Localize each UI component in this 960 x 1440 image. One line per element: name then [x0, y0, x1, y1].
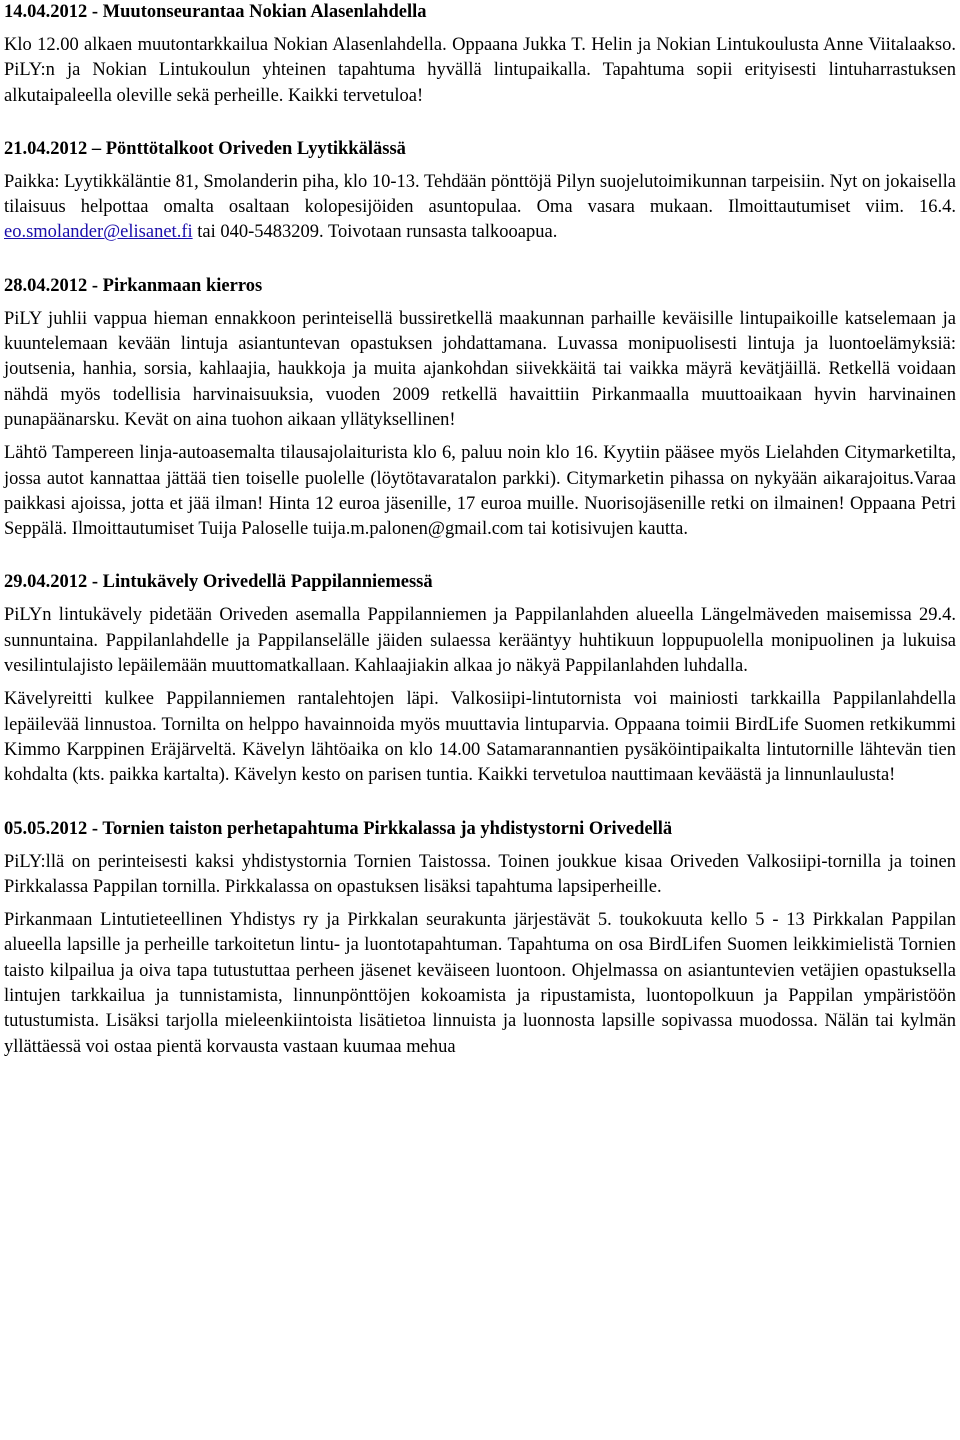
event-heading: 29.04.2012 - Lintukävely Orivedellä Pappilanniemessä [4, 572, 433, 593]
event-section-muutonseuranta [4, 0, 956, 109]
event-section-tornien-taisto [4, 817, 956, 1060]
event-paragraph: PiLY:llä on perinteisesti kaksi yhdistystornia Tornien Taistossa. Toinen joukkue kisaa Oriveden Valkosiipi-tornilla ja toinen Pirkkalassa Pappilan tornilla. Pirkkalassa on opastuksen lisäksi tapahtuma lapsiperheille. [4, 851, 956, 897]
event-paragraph: Lähtö Tampereen linja-autoasemalta tilausajolaiturista klo 6, paluu noin klo 16. Kyytiin pääsee myös Lielahden Citymarketilta, jossa autot kannattaa jättää tien toiselle puolelle (löytötavaratalon parkki). Citymarketin pihassa on nykyään aikarajoitus.Varaa paikkasi ajoissa, jotta et jää ilman! Hinta 12 euroa jäsenille, 17 euroa muille. Nuorisojäsenille retki on ilmainen! Oppaana Petri Seppälä. Ilmoittautumiset Tuija Paloselle tuija.m.palonen@gmail.com tai kotisivujen kautta. [4, 443, 956, 540]
paragraph-text: tai 040-5483209. Toivotaan runsasta talkooapua. [192, 222, 558, 243]
document-page [4, 0, 956, 1068]
email-link[interactable]: eo.smolander@elisanet.fi [4, 222, 193, 243]
event-paragraph: Kävelyreitti kulkee Pappilanniemen rantalehtojen läpi. Valkosiipi-lintutornista voi mainiosti tarkkailla Pappilanlahdella lepäilevää linnustoa. Tornilta on helppo havainnoida myös muuttavia lintuparvia. Oppaana toimii BirdLife Suomen retkikummi Kimmo Karppinen Eräjärveltä. Kävelyn lähtöaika on klo 14.00 Satamarannantien pysäköintipaikalta lintutornille lähtevän tien kohdalta (kts. paikka kartalta). Kävelyn kesto on parisen tuntia. Kaikki tervetuloa nauttimaan keväästä ja linnunlaulusta! [4, 689, 956, 786]
event-paragraph: PiLYn lintukävely pidetään Oriveden asemalla Pappilanniemen ja Pappilanlahden alueella Längelmäveden maisemissa 29.4. sunnuntaina. Pappilanlahdelle ja Pappilanselälle jäiden sulaessa kerääntyy huhtikuun loppupuolella monipuolinen ja lukuisa vesilintulajisto lepäilemään muuttomatkallaan. Kahlaajiakin alkaa jo näkyä Pappilanlahden luhdalla. [4, 605, 956, 677]
event-paragraph: Klo 12.00 alkaen muutontarkkailua Nokian Alasenlahdella. Oppaana Jukka T. Helin ja Nokian Lintukoulusta Anne Viitalaakso. PiLY:n ja Nokian Lintukoulun yhteinen tapahtuma hyvällä lintupaikalla. Tapahtuma sopii erityisesti lintuharrastuksen alkutaipaleella oleville sekä perheille. Kaikki tervetuloa! [4, 35, 956, 106]
event-section-lintukavely [4, 570, 956, 788]
event-paragraph: Pirkanmaan Lintutieteellinen Yhdistys ry ja Pirkkalan seurakunta järjestävät 5. toukokuuta kello 5 - 13 Pirkkalan Pappilan alueella lapsille ja perheille tarkoitetun lintu- ja luontotapahtuman. Tapahtuma on osa BirdLifen Suomen leikkimielistä Tornien taisto kilpailua ja oiva tapa tutustuttaa perheen jäsenet keväiseen luontoon. Ohjelmassa on asiantuntevien vetäjien opastuksella lintujen tarkkailua ja tunnistamista, linnunpönttöjen kokoamista ja ripustamista, luontopolkuun ja Pappilan ympäristöön tutustumista. Lisäksi tarjolla mieleenkiintoista lisätietoa linnuista ja luonnosta lapsille sopivassa muodossa. Nälän tai kylmän yllättäessä voi ostaa pientä korvausta vastaan kuumaa mehua [4, 910, 956, 1057]
event-section-pirkanmaan-kierros [4, 274, 956, 543]
event-section-ponttotalkoot [4, 137, 956, 246]
event-heading: 28.04.2012 - Pirkanmaan kierros [4, 275, 263, 296]
event-paragraph: PiLY juhlii vappua hieman ennakkoon perinteisellä bussiretkellä maakunnan parhaille keväisille lintupaikoille katselemaan ja kuuntelemaan kevään lintuja asiantuntevan opastuksen johdattamana. Luvassa monipuolisesti lintuja ja luontoelämyksiä: joutsenia, hanhia, sorsia, kahlaajia, haukkoja ja muita ajankohdan siivekkäitä tai vaikka mäyrä kevätjäillä. Retkellä voidaan nähdä myös todellisia harvinaisuuksia, vuoden 2009 retkellä havaittiin Pirkanmaalla muuttoaikaan hyvin harvinainen punapäänarsku. Kevät on aina tuohon aikaan yllätyksellinen! [4, 308, 956, 430]
paragraph-text: Paikka: Lyytikkäläntie 81, Smolanderin piha, klo 10-13. Tehdään pönttöjä Pilyn suojelutoimikunnan tarpeisiin. Nyt on jokaisella tilaisuus helpottaa omalta osaltaan kolopesijöiden asuntopulaa. Oma vasara mukaan. Ilmoittautumiset viim. 16.4. [4, 171, 957, 218]
event-paragraph [4, 170, 956, 246]
event-heading: 05.05.2012 - Tornien taiston perhetapahtuma Pirkkalassa ja yhdistystorni Orivedellä [4, 818, 673, 839]
event-heading: 21.04.2012 – Pönttötalkoot Oriveden Lyytikkälässä [4, 138, 406, 159]
event-heading: 14.04.2012 - Muutonseurantaa Nokian Alasenlahdella [4, 2, 427, 22]
